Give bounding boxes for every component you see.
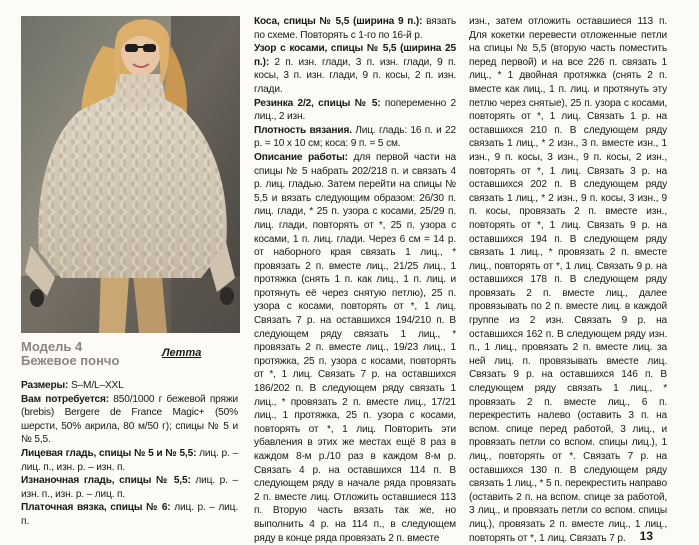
col2-paragraph-text: попеременно 2 лиц., 2 изн. — [254, 97, 456, 123]
model-header — [21, 340, 240, 368]
col1-paragraph — [21, 474, 238, 501]
col2-paragraph-heading: Плотность вязания. — [254, 124, 352, 136]
col2-paragraph-text: вязать по схеме. Повторять с 1-го по 16-й р. — [254, 16, 456, 41]
col2-paragraph-heading: Описание работы: — [254, 151, 348, 163]
poncho-photo — [21, 16, 240, 333]
col1-paragraph-heading: Платочная вязка, спицы № 6: — [21, 502, 171, 514]
col2-paragraph — [254, 124, 456, 151]
col3-paragraph — [469, 15, 667, 545]
col1-paragraph — [21, 447, 238, 474]
col2-paragraph — [254, 42, 456, 96]
col2-paragraph — [254, 15, 456, 42]
model-number: Модель 4 — [21, 339, 83, 354]
column-instructions-1 — [254, 15, 456, 545]
col1-paragraph-heading: Размеры: — [21, 380, 69, 391]
col2-paragraph-text: для первой части на спицы № 5 набрать 202/218 п. и связать 4 р. лиц. гладью. Затем перейти на спицы № 5,5 и вязать следующим образом: 26/30 п. лиц. глади, * 25 п. узора с косами, 25/29 п. лиц. глади, повторять от *, 25 п. узора с косами, 1 п. лиц. глади. Через 6 см = 14 р. от наборного края связать 1 лиц., * провязать 2 п. вместе лиц., 21/25 лиц., 1 протяжка (снять 1 п. как лиц., 1 п. лиц. и протянуть её через снятую петлю), 25 п. узора с косами, повторять от *, 1 лиц. Связать 7 р. на оставшихся 194/210 п. В следующем ряду связать 1 лиц., * провязать 2 п. вместе лиц., 19/23 лиц., 1 протяжка, 25 п. узора с косами, повторять от *, 1 лиц. Связать 7 р. на оставшихся 186/202 п. В следующем ряду связать 1 лиц., * провязать 2 п. вместе лиц., 17/21 лиц., 1 протяжка, 25 п. узора с косами, повторять от *, 1 лиц. Повторить эти убавления в этих же местах ещё 8 раз в каждом 8-м р./10 раз в каждом 8-м р. Связать 4 р. на оставшихся 114 п. В следующем ряду в начале ряда провязать 2 п. вместе лиц. Отложить оставшиеся 113 п. Вторую часть вязать так же, но выполнить 4 р. на 114 п., в следующем ряду в конце ряда провязать 2 п. вместе — [254, 151, 456, 544]
col1-paragraph-heading: Изнаночная гладь, спицы № 5,5: — [21, 475, 191, 487]
page-number: 13 — [639, 529, 653, 543]
col1-paragraph — [21, 501, 238, 528]
col2-paragraph — [254, 97, 456, 124]
col2-paragraph-heading: Коса, спицы № 5,5 (ширина 9 п.): — [254, 16, 423, 27]
yarn-brand-link: Летта — [162, 347, 202, 359]
col1-paragraph-text: лиц. р. – лиц. п., изн. р. – изн. п. — [21, 447, 238, 473]
model-title: Бежевое пончо — [21, 353, 120, 368]
col2-paragraph-text: Лиц. гладь: 16 п. и 22 р. = 10 х 10 см; коса: 9 п. = 5 см. — [254, 124, 456, 150]
col2-paragraph-heading: Узор с косами, спицы № 5,5 (ширина 25 п.): — [254, 43, 456, 68]
col2-paragraph-heading: Резинка 2/2, спицы № 5: — [254, 97, 381, 109]
col1-paragraph — [21, 393, 238, 447]
column-instructions-2 — [469, 15, 667, 545]
col1-paragraph-heading: Вам потребуется: — [21, 393, 110, 405]
col1-paragraph-text: 850/1000 г бежевой пряжи (brebis) Bergere de France Magic+ (50% шерсти, 50% акрила, 80 м/50 г); спицы № 5 и № 5,5. — [21, 393, 238, 446]
col1-paragraph-text: лиц. р. – лиц. п. — [21, 502, 238, 527]
col1-paragraph-text: S–M/L–XXL — [68, 380, 124, 391]
model-photo-illustration — [21, 16, 240, 333]
col2-paragraph — [254, 151, 456, 545]
col1-paragraph-heading: Лицевая гладь, спицы № 5 и № 5,5: — [21, 447, 197, 459]
col3-paragraph-text: изн., затем отложить оставшиеся 113 п. Для кокетки перевести отложенные петли на спицы № 5,5 (вторую часть поместить перед первой) и на все 226 п. связать 1 лиц., * 1 двойная протяжка (снять 2 п. вместе как лиц., 1 п. лиц. и протянуть эту петлю через снятые), 25 п. узора с косами, повторять от *, 1 лиц. Связать 1 р. на оставшихся 210 п. В следующем ряду связать 1 лиц., * 2 изн., 3 п. вместе изн., 1 изн., 9 п. косы, 3 изн., 9 п. косы, 2 изн., повторять от *, 1 лиц. Связать 3 р. на оставшихся 202 п. В следующем ряду связать 1 лиц., * 2 изн., 9 п. косы, 3 изн., 9 п. косы, провязать 2 п. вместе изн., повторять от *, 1 лиц. Связать 9 р. на оставшихся 194 п. В следующем ряду связать 1 лиц., * провязать 2 п. вместе лиц., повторять от *, 1 лиц. Связать 9 р. на оставшихся 178 п. В следующем ряду провязать 2 п. вместе лиц., далее провязывать по 2 п. вместе лиц. в каждой группе из 2 изн. Связать 9 р. на оставшихся 162 п. В следующем ряду изн. п., 1 лиц., провязать 2 п. вместе лиц. за ней лиц. п. провязывать вместе лиц. Связать 9 р. на оставшихся 146 п. В следующем ряду связать 1 лиц., * провязать 2 п. вместе лиц., 6 п. перекрестить налево (оставить 3 п. на вспом. спице перед работой, 3 лиц., и провязать петли со вспом. спицы лиц.), 1 лиц., повторять от *. Связать 7 р. на оставшихся 130 п. В следующем ряду связать 1 лиц., * 5 п. перекрестить направо (оставить 2 п. на вспом. спице за работой, 3 лиц., и провязать петли со вспом. спицы лиц.), провязать 2 п. вместе лиц., 1 лиц., повторять от *, 1 лиц. Связать 7 р. — [469, 16, 667, 544]
col1-paragraph-text: лиц. р. – изн. п., изн. р. – лиц. п. — [21, 475, 238, 500]
column-materials — [21, 379, 238, 529]
col1-paragraph — [21, 379, 238, 393]
col2-paragraph-text: 2 п. изн. глади, 3 п. изн. глади, 9 п. косы, 3 п. изн. глади, 9 п. косы, 2 п. изн. глади. — [254, 56, 456, 95]
